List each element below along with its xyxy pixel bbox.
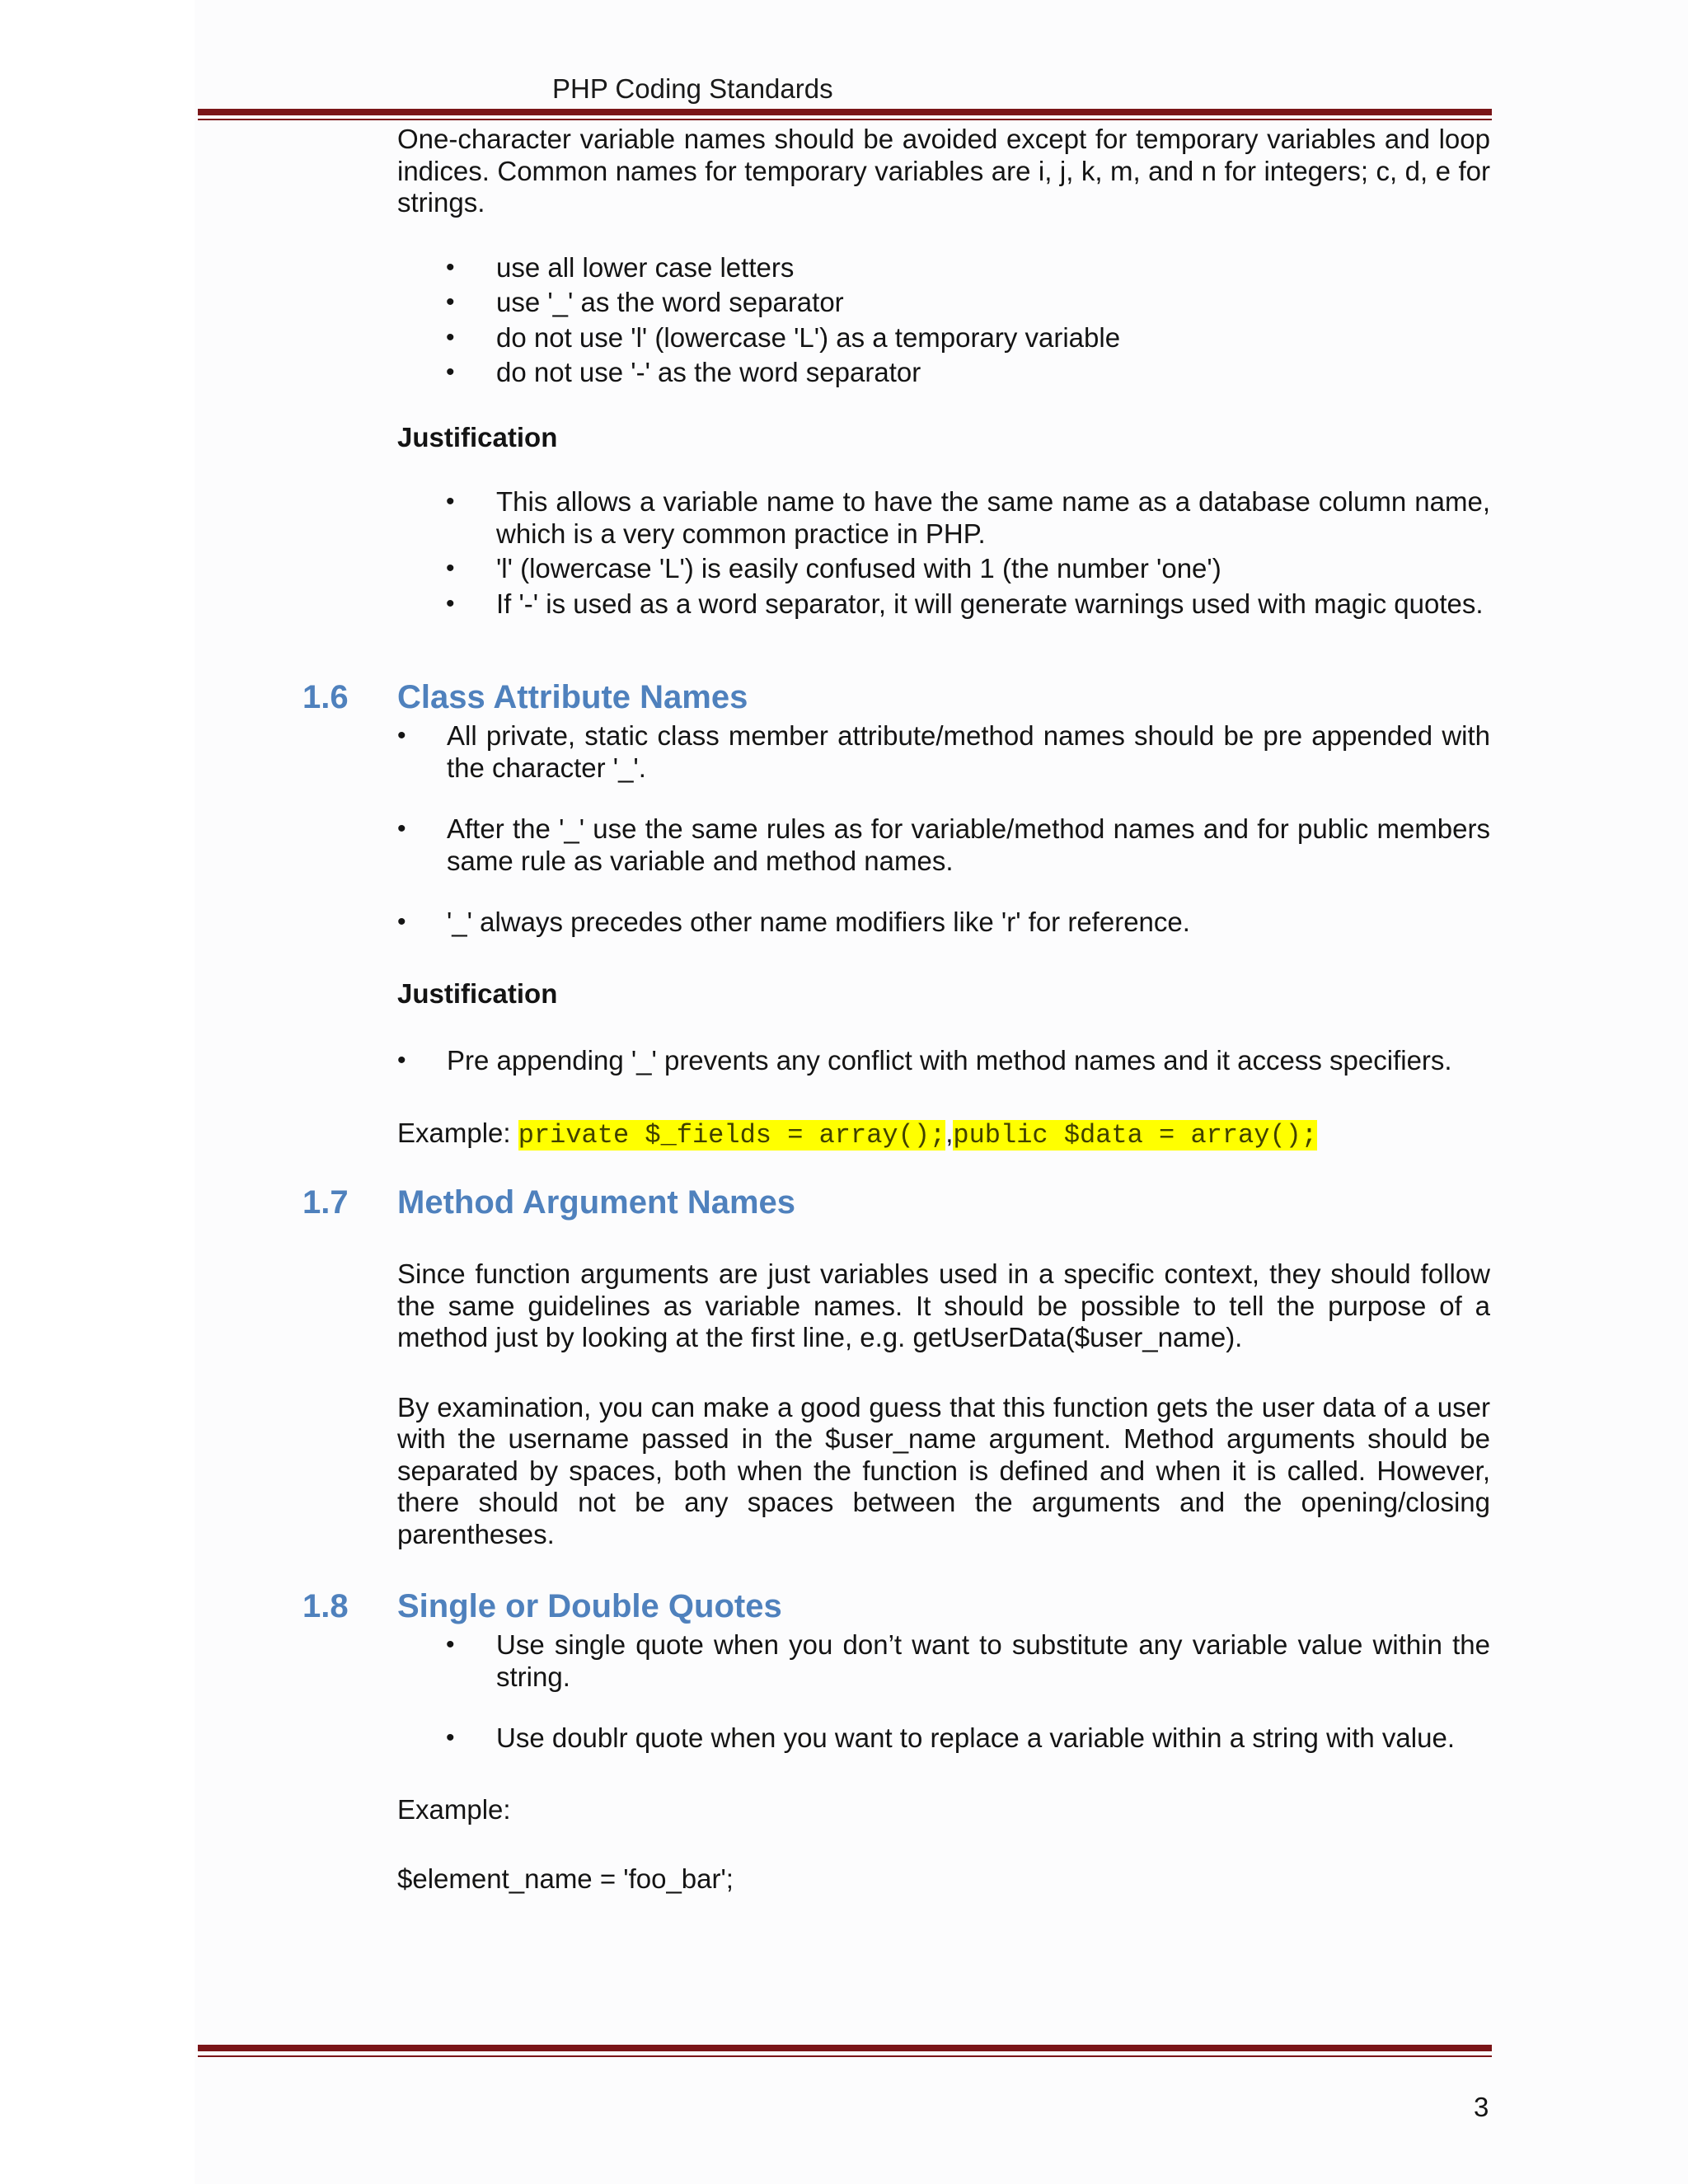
section-heading-class-attribute-names	[302, 677, 1490, 717]
quotes-example-label: Example:	[397, 1793, 511, 1825]
section-heading-method-argument-names	[302, 1183, 1490, 1222]
section-number: 1.7	[302, 1184, 349, 1221]
section-number: 1.6	[302, 679, 349, 715]
list-item: • '_' always precedes other name modifiers like 'r' for reference.	[397, 907, 1490, 939]
list-item: • 'l' (lowercase 'L') is easily confused with 1 (the number 'one')	[397, 553, 1490, 585]
page-number: 3	[1474, 2092, 1489, 2122]
code-sample-private: private $_fields = array();	[518, 1119, 946, 1151]
footer-rule-thin	[198, 2055, 1492, 2057]
justification-heading: Justification	[397, 977, 558, 1009]
page-body	[302, 124, 1490, 1896]
list-item: • do not use '-' as the word separator	[397, 357, 1490, 389]
section-title: Method Argument Names	[397, 1184, 796, 1221]
class-attribute-justification-list	[397, 1045, 1490, 1077]
intro-paragraph: One-character variable names should be avoided except for temporary variables and loop indices. Common names for temporary variables are i, j, k, m, and n for integers; c, d, e for strings.	[397, 124, 1490, 218]
section-heading-single-or-double-quotes	[302, 1586, 1490, 1626]
list-item: • Use doublr quote when you want to replace a variable within a string with value.	[397, 1722, 1490, 1755]
method-arguments-paragraph: Since function arguments are just variables used in a specific context, they should follow the same guidelines as variable names. It should be possible to tell the purpose of a method just by looking at the first line, e.g. getUserData($user_name).	[397, 1258, 1490, 1352]
class-attribute-rules-list	[397, 720, 1490, 939]
footer-rule-thick	[198, 2045, 1492, 2051]
justification-heading: Justification	[397, 421, 558, 452]
naming-rules-list	[397, 252, 1490, 389]
list-item: • Use single quote when you don’t want to substitute any variable value within the string.	[397, 1629, 1490, 1693]
running-header-title: PHP Coding Standards	[552, 73, 833, 104]
section-number: 1.8	[302, 1588, 349, 1624]
list-item: • After the '_' use the same rules as for variable/method names and for public members same rule as variable and method names.	[397, 813, 1490, 877]
header-rule-thick	[198, 109, 1492, 115]
list-item: • do not use 'l' (lowercase 'L') as a temporary variable	[397, 322, 1490, 354]
list-item: • use '_' as the word separator	[397, 287, 1490, 319]
section-title: Single or Double Quotes	[397, 1588, 782, 1624]
quotes-rules-list	[397, 1629, 1490, 1755]
quotes-example-code: $element_name = 'foo_bar';	[397, 1863, 734, 1894]
list-item: • Pre appending '_' prevents any conflict with method names and it access specifiers.	[397, 1045, 1490, 1077]
list-item: • All private, static class member attribute/method names should be pre appended with the character '_'.	[397, 720, 1490, 784]
list-item: • This allows a variable name to have the same name as a database column name, which is a very common practice in PHP.	[397, 486, 1490, 550]
section-title: Class Attribute Names	[397, 679, 748, 715]
example-label: Example:	[397, 1117, 518, 1148]
list-item: • If '-' is used as a word separator, it will generate warnings used with magic quotes.	[397, 588, 1490, 621]
class-attribute-example	[397, 1118, 1490, 1152]
example-separator: ,	[945, 1117, 954, 1148]
list-item: • use all lower case letters	[397, 252, 1490, 284]
header-rule-thin	[198, 119, 1492, 120]
method-arguments-paragraph: By examination, you can make a good guess that this function gets the user data of a user with the username passed in the $user_name argument. Method arguments should be separated by spaces, both when the function is defined and when it is called. However, there should not be any spaces between the arguments and the opening/closing parentheses.	[397, 1391, 1490, 1549]
justification-list	[397, 486, 1490, 620]
code-sample-public: public $data = array();	[953, 1119, 1318, 1151]
